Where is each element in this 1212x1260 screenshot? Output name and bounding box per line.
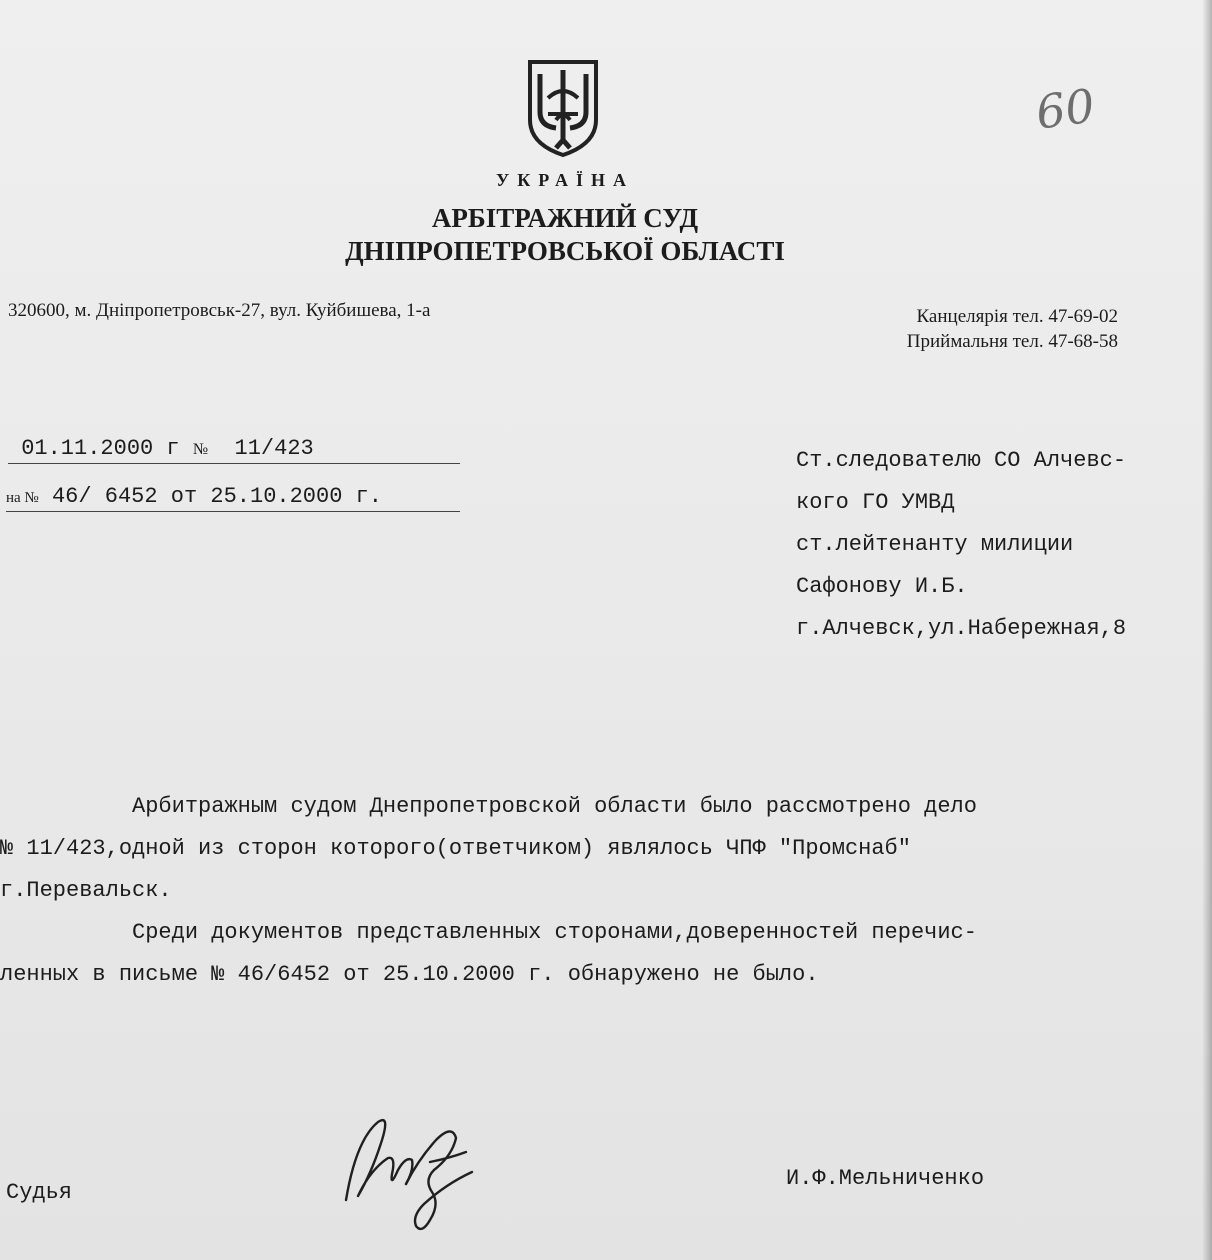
- country-title: УКРАЇНА: [496, 170, 634, 190]
- body-line: ленных в письме № 46/6452 от 25.10.2000 г. обнаружено не было.: [0, 962, 819, 987]
- judge-label: Судья: [6, 1180, 73, 1205]
- recipient-line: ст.лейтенанту милиции: [796, 532, 1074, 557]
- handwritten-signature: [306, 1100, 506, 1240]
- court-name-line2: ДНІПРОПЕТРОВСЬКОЇ ОБЛАСТІ: [345, 236, 785, 266]
- trident-emblem-icon: [526, 58, 600, 158]
- page-number: 60: [1032, 78, 1099, 140]
- incoming-reference: [6, 484, 460, 512]
- court-name: [0, 202, 1130, 268]
- incoming-reference-number: 46/ 6452 от 25.10.2000 г.: [51, 484, 383, 509]
- recipient-line: Ст.следователю СО Алчевс-: [796, 448, 1127, 473]
- body-line: № 11/423,одной из сторон которого(ответчиком) являлось ЧПФ "Промснаб": [0, 836, 911, 861]
- recipient-line: кого ГО УМВД: [796, 490, 955, 515]
- recipient-line: г.Алчевск,ул.Набережная,8: [796, 616, 1127, 641]
- letter-body: [0, 786, 977, 996]
- body-line: г.Перевальск.: [0, 878, 172, 903]
- reference-number: 11/423: [234, 436, 314, 461]
- judge-name: И.Ф.Мельниченко: [786, 1166, 985, 1191]
- recipient-line: Сафонову И.Б.: [796, 574, 968, 599]
- body-line: Среди документов представленных сторонами,доверенностей перечис-: [0, 920, 977, 945]
- recipient-block: [796, 440, 1126, 650]
- incoming-reference-label: на №: [6, 490, 39, 506]
- phone-office: Канцелярія тел. 47-69-02: [916, 306, 1118, 327]
- court-name-line1: АРБІТРАЖНИЙ СУД: [431, 203, 699, 233]
- phone-reception: Приймальня тел. 47-68-58: [906, 331, 1118, 352]
- court-address: 320600, м. Дніпропетровськ-27, вул. Куйбишева, 1-а: [8, 300, 431, 321]
- reference-number-label: №: [192, 441, 209, 458]
- body-line: Арбитражным судом Днепропетровской области было рассмотрено дело: [0, 794, 977, 819]
- court-phones: [800, 304, 1118, 354]
- reference-date: 01.11.2000 г: [21, 436, 180, 461]
- outgoing-reference: [8, 436, 460, 464]
